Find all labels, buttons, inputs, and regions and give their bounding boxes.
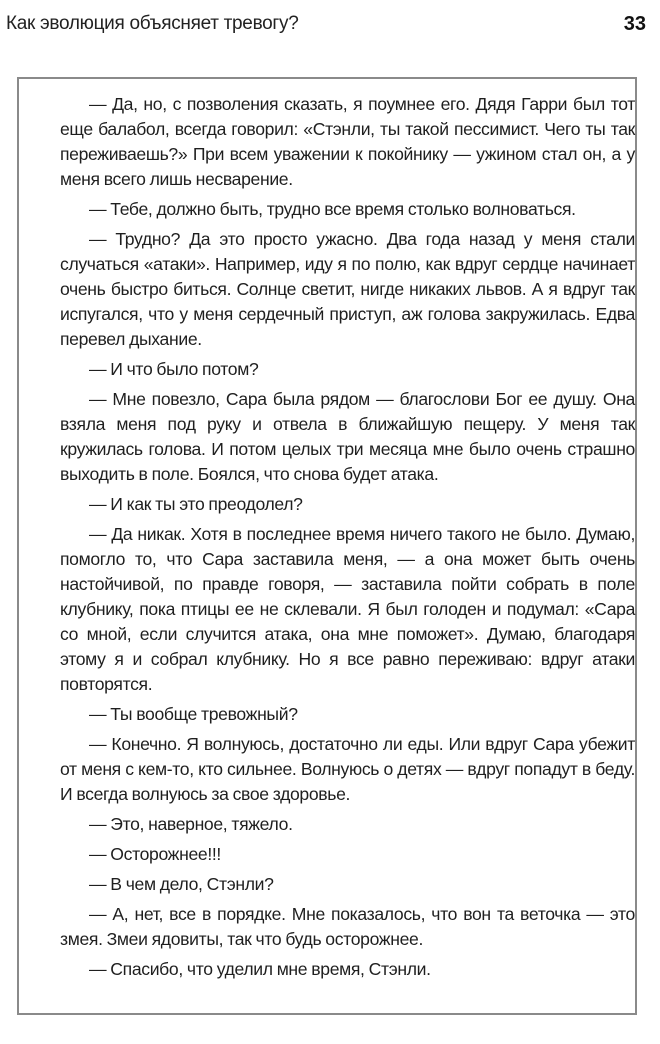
dialogue-paragraph: — И что было потом? (89, 359, 259, 379)
running-head (6, 10, 646, 38)
dialogue-paragraph: — Осторожнее!!! (89, 844, 221, 864)
dialogue-paragraph: — Конечно. Я волнуюсь, достаточно ли еды. Или вдруг Сара убежит от меня с кем-то, кто сильнее. Волнуюсь о детях — вдруг попадут в беду. И всегда волнуюсь за свое здоровье. (60, 734, 635, 804)
dialogue-paragraph: — А, нет, все в порядке. Мне показалось, что вон та веточка — это змея. Змеи ядовиты, так что будь осторожнее. (60, 904, 635, 949)
dialogue-paragraph: — Мне повезло, Сара была рядом — благослови Бог ее душу. Она взяла меня под руку и отвела в ближайшую пещеру. У меня так кружилась голова. И потом целых три месяца мне было очень страшно выходить в поле. Боялся, что снова будет атака. (60, 389, 635, 484)
dialogue-paragraph: — В чем дело, Стэнли? (89, 874, 274, 894)
page-number: 33 (623, 12, 646, 35)
dialogue-paragraph: — Тебе, должно быть, трудно все время столько волноваться. (89, 199, 576, 219)
dialogue-paragraph: — Это, наверное, тяжело. (89, 814, 293, 834)
dialogue-paragraph: — Ты вообще тревожный? (89, 704, 298, 724)
dialogue-paragraph: — И как ты это преодолел? (89, 494, 303, 514)
dialogue-text (60, 92, 635, 987)
chapter-title: Как эволюция объясняет тревогу? (6, 13, 299, 34)
dialogue-paragraph: — Трудно? Да это просто ужасно. Два года назад у меня стали случаться «атаки». Например, иду я по полю, как вдруг сердце начинает очень быстро биться. Солнце светит, нигде никаких львов. А я вдруг так испугался, что у меня сердечный приступ, аж голова закружилась. Едва перевел дыхание. (60, 229, 635, 349)
dialogue-paragraph: — Спасибо, что уделил мне время, Стэнли. (89, 959, 431, 979)
dialogue-paragraph: — Да, но, с позволения сказать, я поумнее его. Дядя Гарри был тот еще балабол, всегда говорил: «Стэнли, ты такой пессимист. Чего ты так переживаешь?» При всем уважении к покойнику — ужином стал он, а у меня всего лишь несварение. (60, 94, 635, 189)
dialogue-paragraph: — Да никак. Хотя в последнее время ничего такого не было. Думаю, помогло то, что Сара заставила меня, — а она может быть очень настойчивой, по правде говоря, — заставила пойти собрать в поле клубнику, пока птицы ее не склевали. Я был голоден и подумал: «Сара со мной, если случится атака, она мне поможет». Думаю, благодаря этому я и собрал клубнику. Но я все равно переживаю: вдруг атаки повторятся. (60, 524, 635, 694)
